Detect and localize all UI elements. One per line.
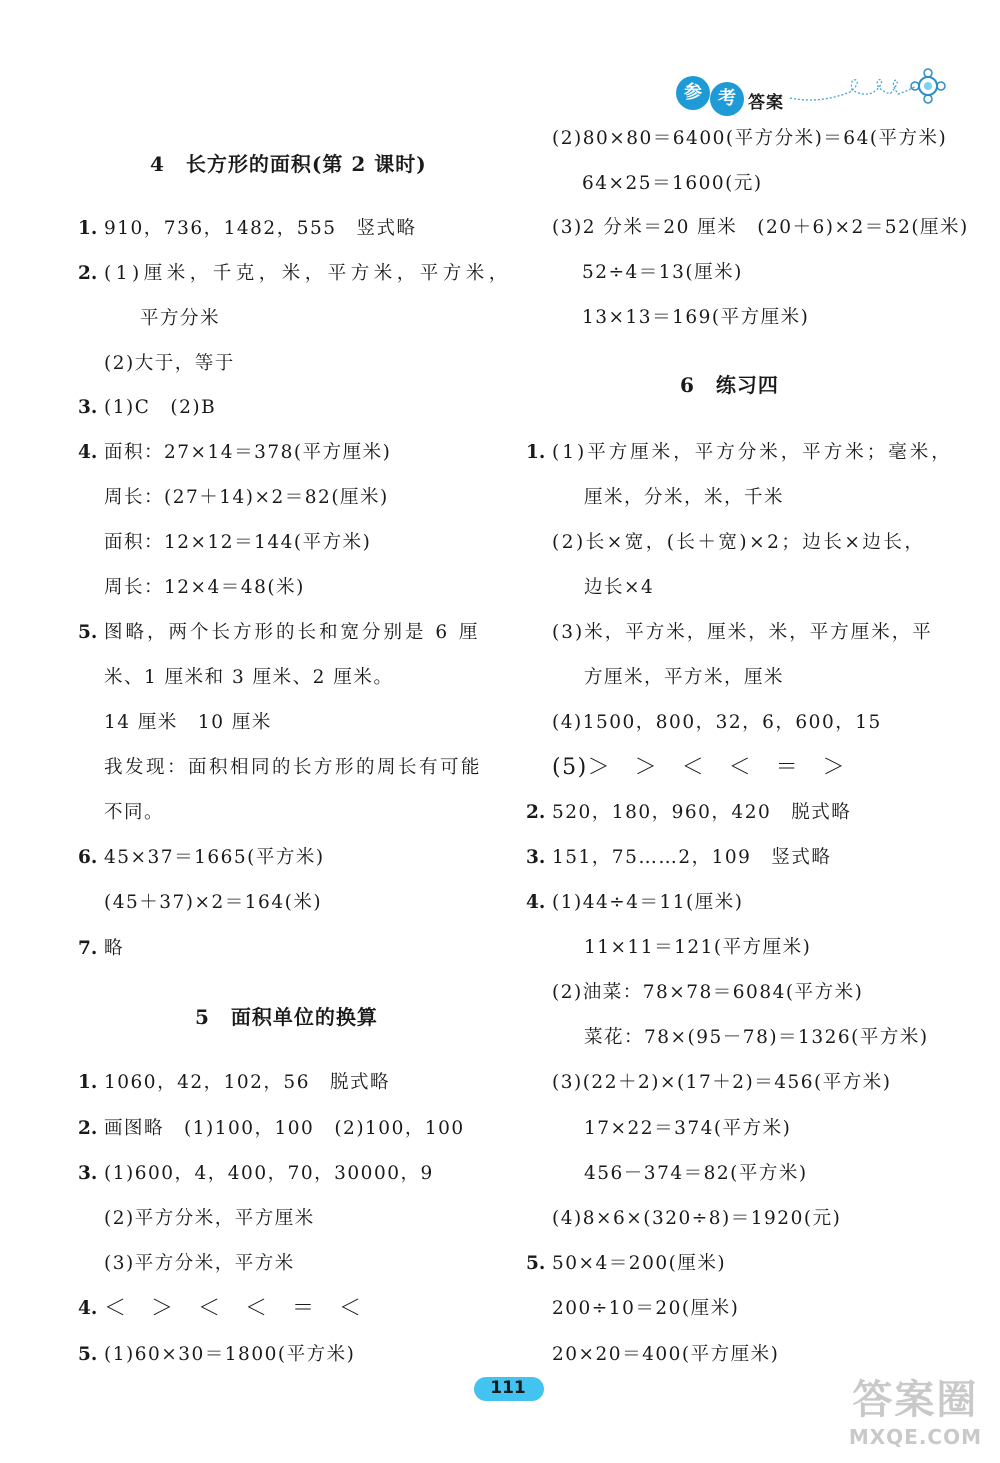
section-5-title: 5 面积单位的换算 <box>195 1005 378 1029</box>
answer-line: 面积：12×12＝144(平方米) <box>104 532 372 553</box>
answer-line: (1)C (2)B <box>104 397 217 418</box>
answer-line: 20×20＝400(平方厘米) <box>552 1344 780 1365</box>
item-number: 3. <box>78 1163 98 1184</box>
answer-line: 图略，两个长方形的长和宽分别是 6 厘 <box>104 622 481 643</box>
flower-decoration-icon <box>780 64 950 114</box>
answer-line: 14 厘米 10 厘米 <box>104 712 272 733</box>
item-number: 2. <box>78 1118 98 1139</box>
answer-line: (3)米，平方米，厘米，米，平方厘米，平 <box>552 622 933 643</box>
section-6-title: 6 练习四 <box>680 373 779 397</box>
answer-line: 周长：12×4＝48(米) <box>104 577 305 598</box>
section-4-title: 4 长方形的面积(第 2 课时) <box>150 152 427 176</box>
answer-line: 456－374＝82(平方米) <box>584 1163 808 1184</box>
answer-line: 周长：(27＋14)×2＝82(厘米) <box>104 487 389 508</box>
answer-line: 厘米，分米，米，千米 <box>584 487 785 508</box>
answer-line: (3)(22＋2)×(17＋2)＝456(平方米) <box>552 1072 892 1093</box>
answer-line: (5)＞ ＞ ＜ ＜ ＝ ＞ <box>552 755 847 780</box>
answer-line: 520，180，960，420 脱式略 <box>552 802 852 823</box>
item-number: 4. <box>78 442 98 463</box>
answer-line: 200÷10＝20(厘米) <box>552 1298 740 1319</box>
answer-line: 不同。 <box>104 802 165 823</box>
answer-line: 方厘米，平方米，厘米 <box>584 667 785 688</box>
answer-line: (3)平方分米，平方米 <box>104 1253 295 1274</box>
answer-line: 我发现：面积相同的长方形的周长有可能 <box>104 757 483 778</box>
page-number: 111 <box>490 1378 526 1398</box>
answer-line: 米、1 厘米和 3 厘米、2 厘米。 <box>104 667 394 688</box>
answer-line: (3)2 分米＝20 厘米 (20＋6)×2＝52(厘米) <box>552 217 969 238</box>
watermark-logo <box>849 1368 982 1449</box>
answer-line: (1)厘米，千克，米，平方米，平方米， <box>104 263 512 284</box>
item-number: 1. <box>78 218 98 239</box>
watermark-text: 答案圈 <box>852 1377 979 1423</box>
answer-line: 52÷4＝13(厘米) <box>582 262 743 283</box>
item-number: 6. <box>78 847 98 868</box>
answer-line: 面积：27×14＝378(平方厘米) <box>104 442 392 463</box>
item-number: 4. <box>526 892 546 913</box>
answer-line: 菜花：78×(95－78)＝1326(平方米) <box>584 1027 929 1048</box>
answer-line: (4)8×6×(320÷8)＝1920(元) <box>552 1208 842 1229</box>
badge-char-2: 考 <box>710 82 744 116</box>
answer-line: 略 <box>104 938 125 959</box>
item-number: 2. <box>78 263 98 284</box>
answer-line: 边长×4 <box>584 577 655 598</box>
answer-line: (2)平方分米，平方厘米 <box>104 1208 315 1229</box>
answer-line: (1)平方厘米，平方分米，平方米；毫米， <box>552 442 953 463</box>
item-number: 5. <box>78 1344 98 1365</box>
answer-line: (2)长×宽，(长＋宽)×2；边长×边长， <box>552 532 926 553</box>
answer-line: (1)600，4，400，70，30000，9 <box>104 1163 434 1184</box>
answer-line: 910，736，1482，555 竖式略 <box>104 218 417 239</box>
badge-text: 答案 <box>748 93 784 113</box>
item-number: 7. <box>78 938 98 959</box>
answer-line: (1)60×30＝1800(平方米) <box>104 1344 356 1365</box>
item-number: 5. <box>78 622 98 643</box>
answer-line: 11×11＝121(平方厘米) <box>584 937 812 958</box>
answer-line: 45×37＝1665(平方米) <box>104 847 325 868</box>
item-number: 3. <box>526 847 546 868</box>
item-number: 2. <box>526 802 546 823</box>
answer-line: 17×22＝374(平方米) <box>584 1118 792 1139</box>
answer-line: 1060，42，102，56 脱式略 <box>104 1072 390 1093</box>
answer-line: 平方分米 <box>140 308 221 329</box>
item-number: 5. <box>526 1253 546 1274</box>
answer-line: 50×4＝200(厘米) <box>552 1253 727 1274</box>
answer-line: (1)44÷4＝11(厘米) <box>552 892 744 913</box>
page-number-badge <box>466 1374 550 1404</box>
answer-line: ＜ ＞ ＜ ＜ ＝ ＜ <box>104 1296 363 1321</box>
answer-line: (4)1500，800，32，6，600，15 <box>552 712 882 733</box>
badge-char-1: 参 <box>676 76 710 110</box>
answer-line: (2)大于，等于 <box>104 353 235 374</box>
watermark-url: MXQE.COM <box>848 1425 982 1449</box>
answer-line: 64×25＝1600(元) <box>582 173 763 194</box>
item-number: 4. <box>78 1298 98 1319</box>
item-number: 3. <box>78 397 98 418</box>
answer-line: (2)油菜：78×78＝6084(平方米) <box>552 982 864 1003</box>
answer-line: (2)80×80＝6400(平方分米)＝64(平方米) <box>552 128 948 149</box>
answer-line: 151，75……2，109 竖式略 <box>552 847 832 868</box>
answer-line: 13×13＝169(平方厘米) <box>582 307 810 328</box>
answer-line: 画图略 (1)100，100 (2)100，100 <box>104 1118 465 1139</box>
item-number: 1. <box>78 1072 98 1093</box>
item-number: 1. <box>526 442 546 463</box>
answer-line: (45＋37)×2＝164(米) <box>104 892 323 913</box>
answer-header-badge <box>676 74 796 114</box>
